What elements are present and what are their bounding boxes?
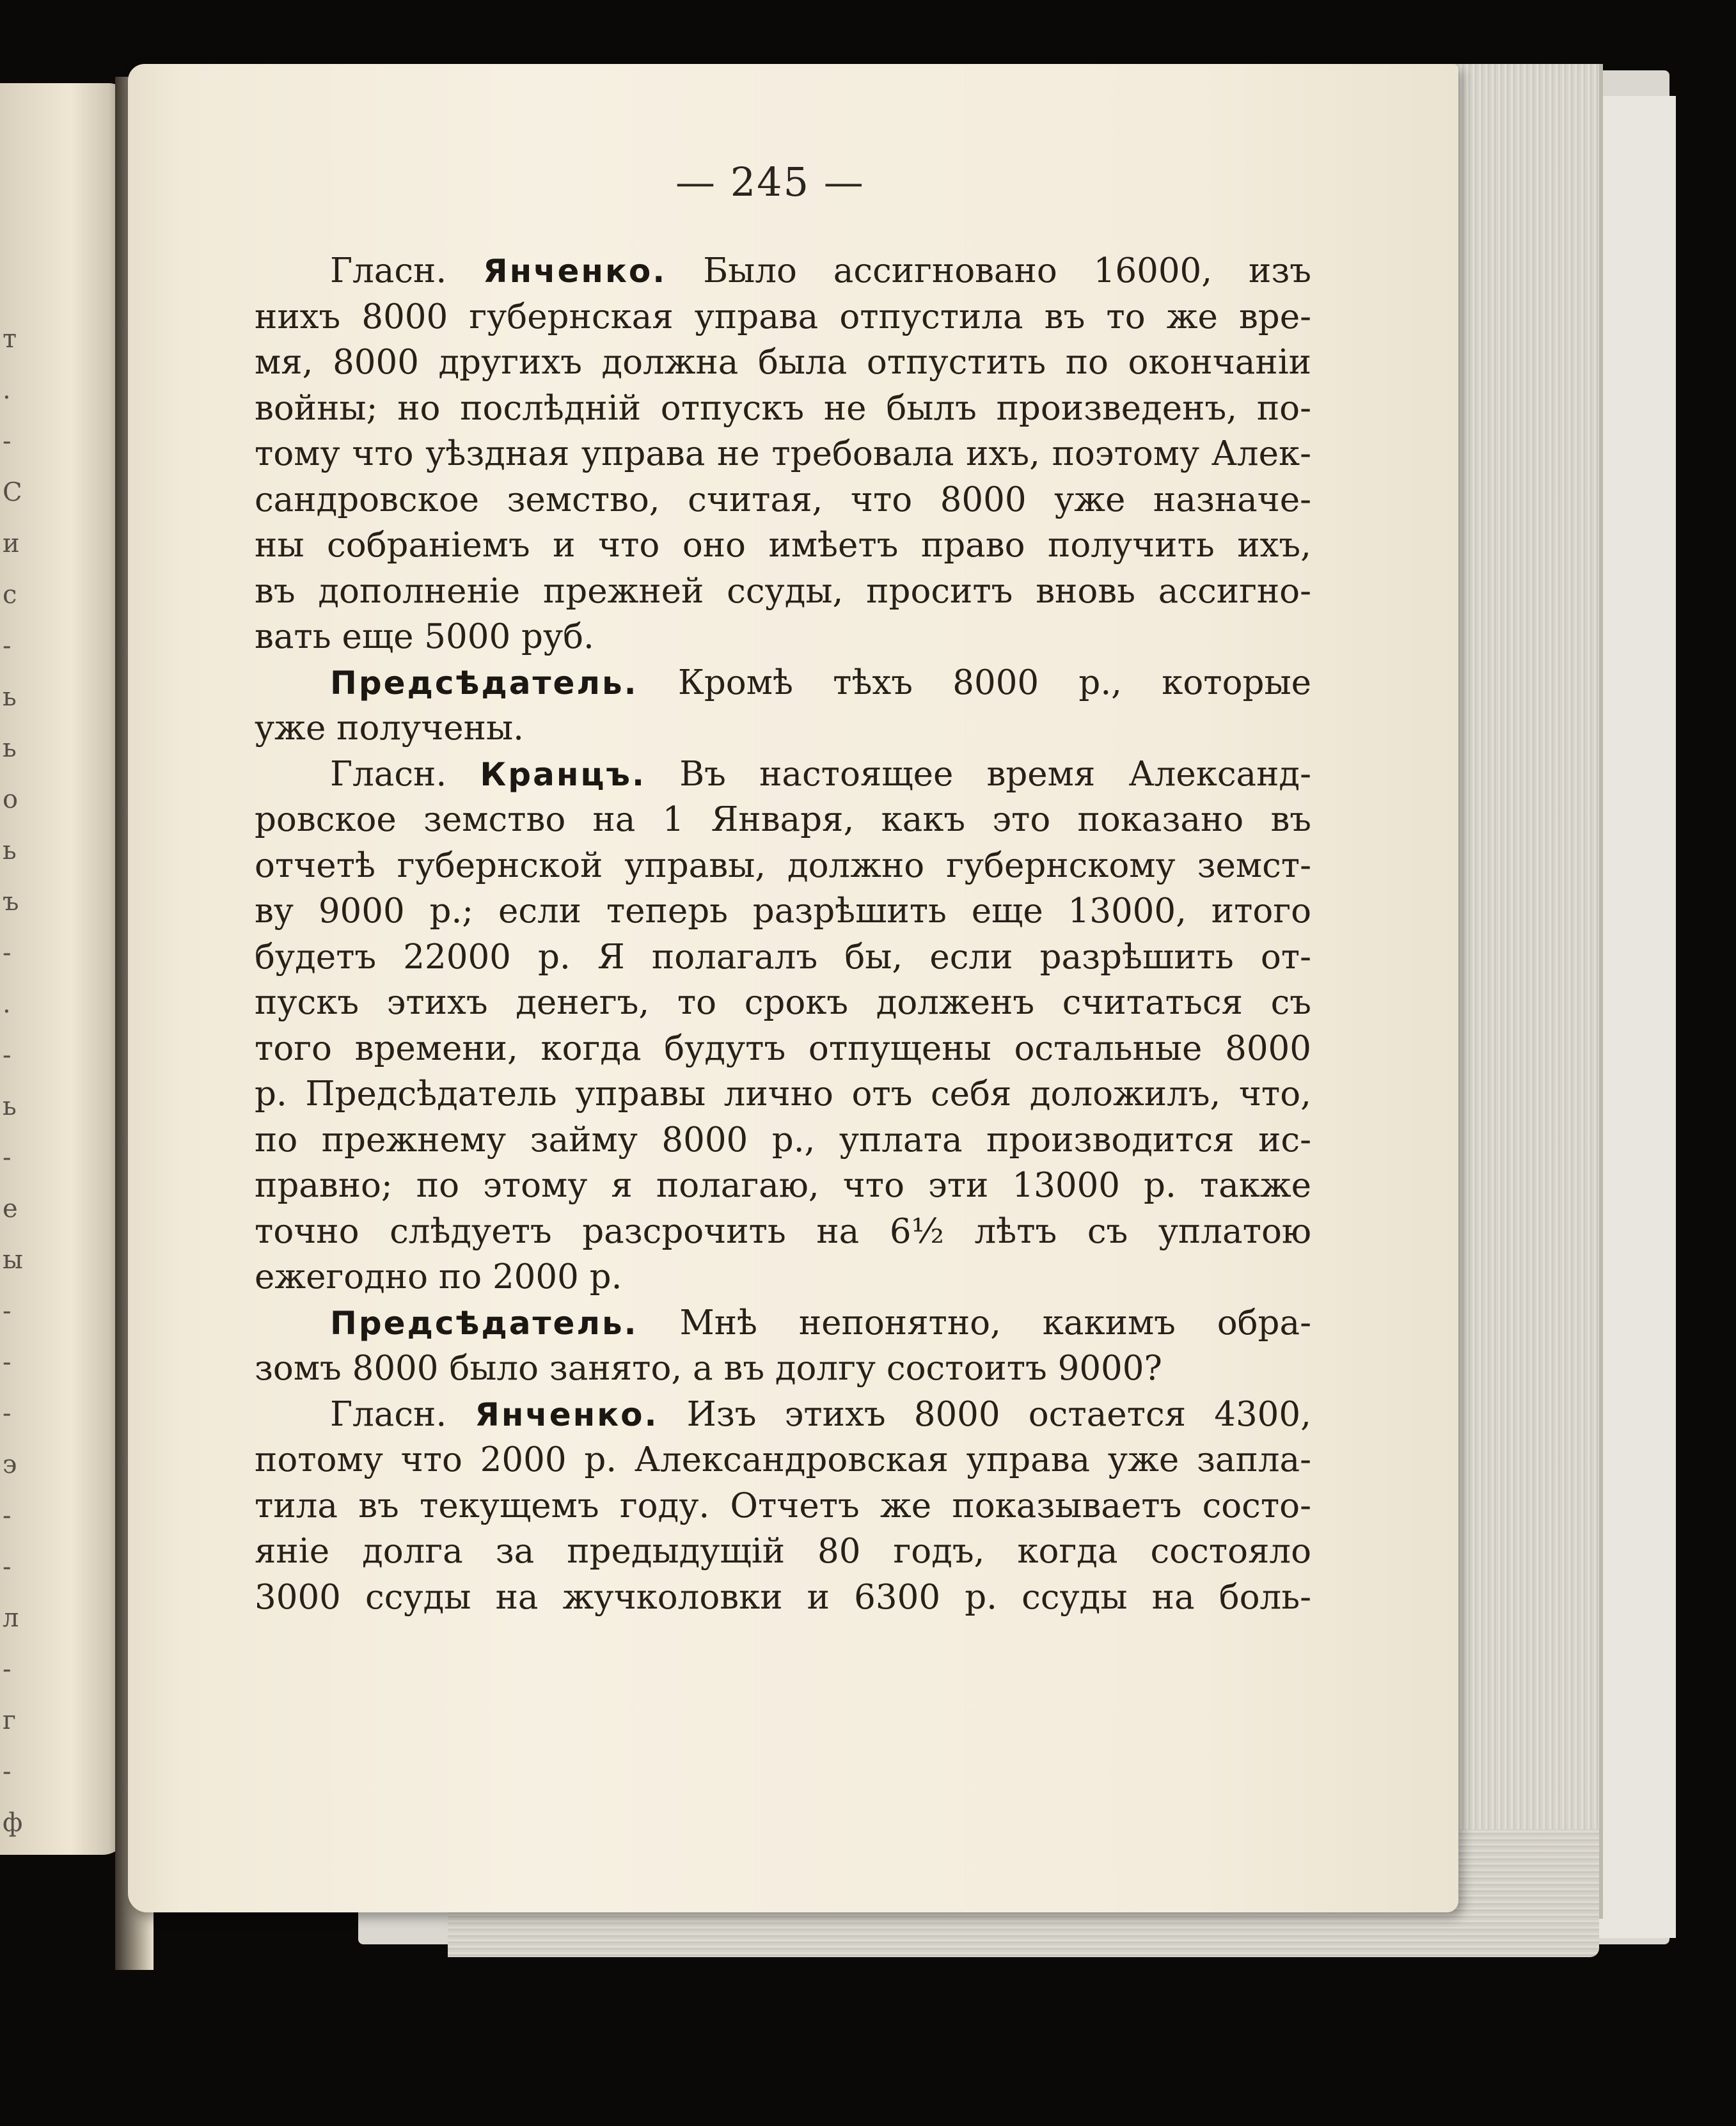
text-line: войны; но послѣднiй отпускъ не былъ произведенъ, по- (255, 388, 1311, 428)
text-line: янiе долга за предыдущiй 80 годъ, когда состояло (255, 1532, 1311, 1571)
text-line: ровское земство на 1 Января, какъ это показано въ (255, 800, 1311, 839)
previous-page-edge-text: т . - С и с - ь ь о ь ъ - . - ь - е ы - - - э - - л - г - ф (3, 324, 23, 1838)
text-line: зомъ 8000 было занято, а въ долгу состоитъ 9000? (255, 1349, 1162, 1388)
line-text: Изъ этихъ 8000 остается 4300, (686, 1394, 1311, 1434)
text-line: отчетѣ губернской управы, должно губернскому земст- (255, 846, 1311, 885)
text-line: правно; по этому я полагаю, что эти 13000 р. также (255, 1166, 1311, 1205)
text-line (255, 248, 1311, 294)
previous-page (0, 83, 128, 1855)
page-number: — 245 — (675, 159, 865, 205)
line-text: Кромѣ тѣхъ 8000 р., которые (677, 663, 1311, 702)
text-line: потому что 2000 р. Александровская управа уже запла- (255, 1440, 1311, 1479)
text-line: тила въ текущемъ году. Отчетъ же показываетъ состо- (255, 1486, 1311, 1525)
text-line: тому что уѣздная управа не требовала ихъ, поэтому Алек- (255, 434, 1311, 473)
speaker-prefix: Гласн. (330, 1394, 447, 1434)
text-line: пускъ этихъ денегъ, то срокъ долженъ считаться съ (255, 983, 1311, 1022)
text-line: р. Предсѣдатель управы лично отъ себя доложилъ, что, (255, 1075, 1311, 1114)
speaker-name: Кранцъ. (480, 755, 646, 793)
line-text: Было ассигновано 16000, изъ (703, 251, 1311, 290)
text-line: того времени, когда будутъ отпущены остальные 8000 (255, 1028, 1311, 1068)
line-text: Въ настоящее время Александ- (679, 754, 1311, 794)
line-text: Мнѣ непонятно, какимъ обра- (679, 1303, 1311, 1343)
text-line: ны собранiемъ и что оно имѣетъ право получить ихъ, (255, 526, 1311, 565)
text-line (255, 752, 1311, 798)
text-line: мя, 8000 другихъ должна была отпустить по окончанiи (255, 343, 1311, 382)
page-body (255, 248, 1311, 1620)
text-line: ву 9000 р.; если теперь разрѣшить еще 13000, итого (255, 892, 1311, 931)
text-line: по прежнему займу 8000 р., уплата производится ис- (255, 1120, 1311, 1160)
text-line: ежегодно по 2000 р. (255, 1257, 622, 1296)
speaker-name: Предсѣдатель. (330, 1304, 638, 1342)
text-line: вать еще 5000 руб. (255, 617, 594, 656)
speaker-name: Предсѣдатель. (330, 664, 638, 702)
speaker-name: Янченко. (483, 253, 667, 290)
text-line: нихъ 8000 губернская управа отпустила въ то же вре- (255, 297, 1311, 336)
speaker-prefix: Гласн. (330, 251, 447, 290)
speaker-prefix: Гласн. (330, 754, 447, 794)
text-line: сандровское земство, считая, что 8000 уже назначе- (255, 480, 1311, 519)
text-line: точно слѣдуетъ разсрочить на 6½ лѣтъ съ уплатою (255, 1211, 1311, 1251)
text-line: уже получены. (255, 709, 524, 748)
text-line (255, 1392, 1311, 1438)
text-line: 3000 ссуды на жучколовки и 6300 р. ссуды на боль- (255, 1577, 1311, 1617)
text-line (255, 660, 1311, 706)
text-line: въ дополненiе прежней ссуды, проситъ вновь ассигно- (255, 571, 1311, 611)
text-line (255, 1300, 1311, 1346)
speaker-name: Янченко. (475, 1396, 659, 1433)
text-line: будетъ 22000 р. Я полагалъ бы, если разрѣшить от- (255, 937, 1311, 977)
